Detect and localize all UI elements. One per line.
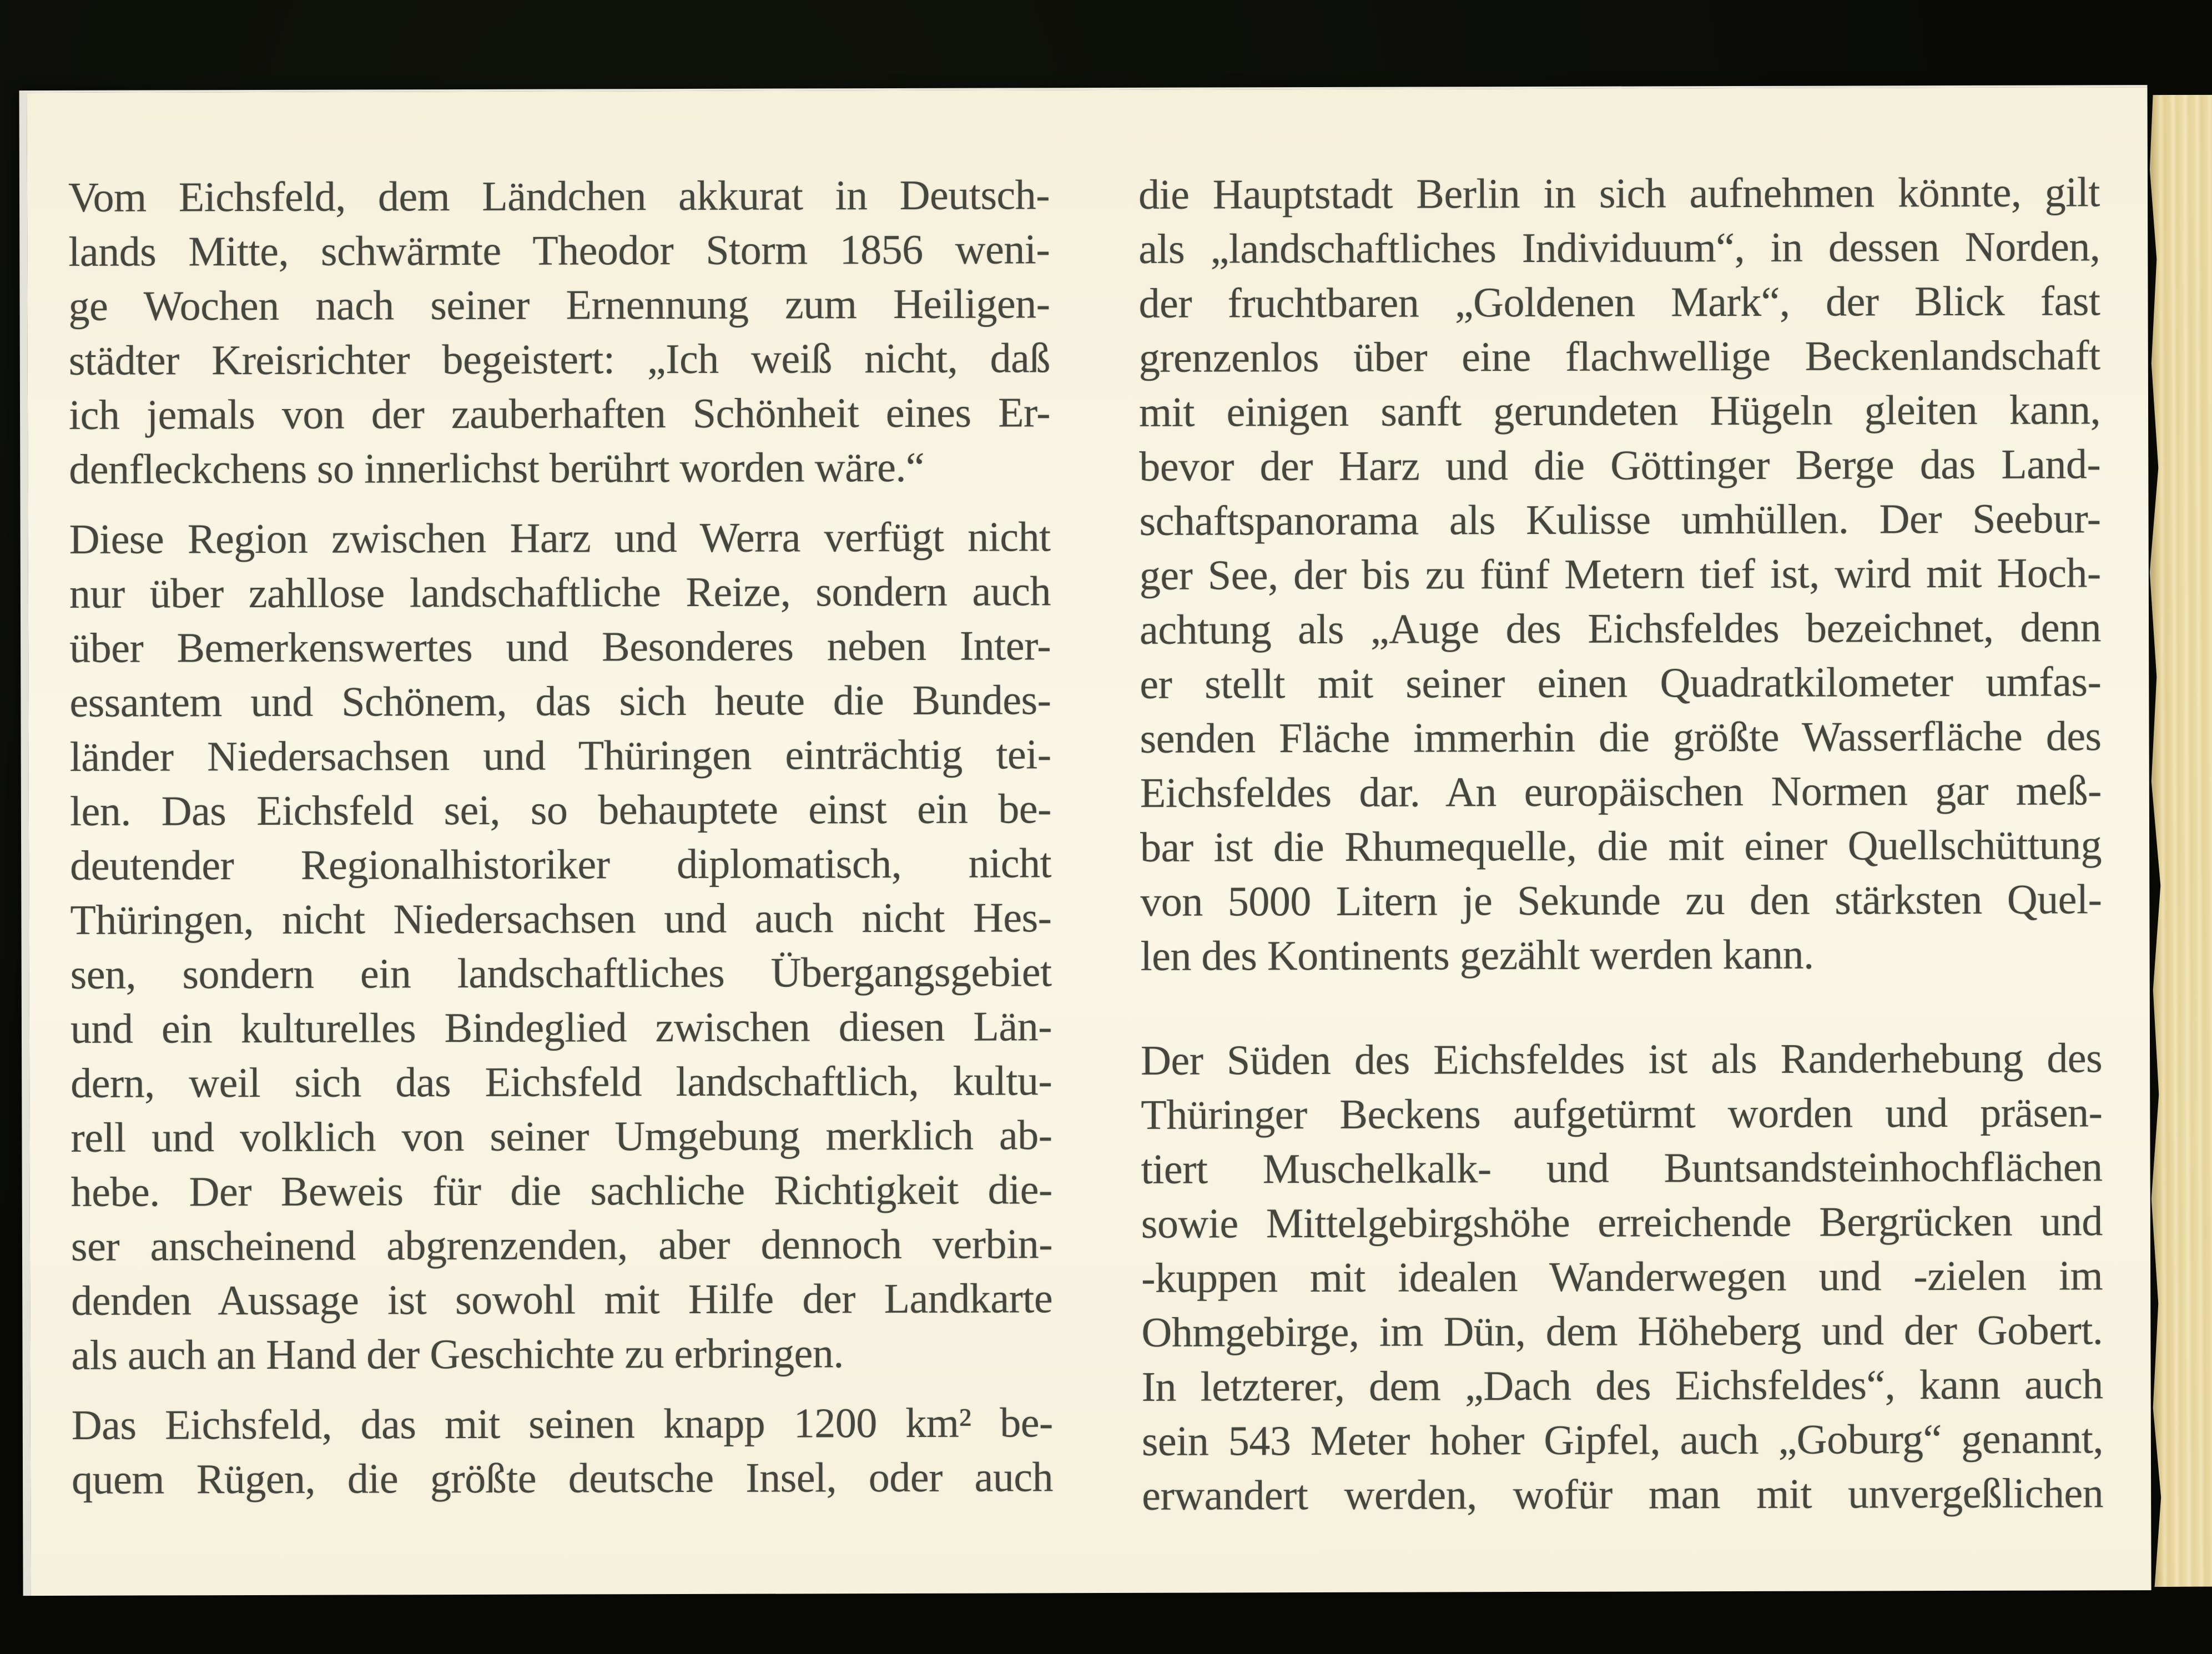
text-line: lands Mitte, schwärmte Theodor Storm 1856 weni- bbox=[68, 226, 1050, 275]
text-line: -kuppen mit idealen Wanderwegen und -zielen im bbox=[1141, 1252, 2103, 1302]
text-line: städter Kreisrichter begeistert: „Ich weiß nicht, daß bbox=[68, 335, 1050, 384]
text-line: Vom Eichsfeld, dem Ländchen akkurat in Deutsch- bbox=[68, 172, 1050, 221]
text-line: Ohmgebirge, im Dün, dem Höheberg und der Gobert. bbox=[1141, 1307, 2103, 1356]
text-line: über Bemerkenswertes und Besonderes neben Inter- bbox=[69, 622, 1051, 672]
paragraph bbox=[69, 510, 1053, 1383]
text-line: der fruchtbaren „Goldenen Mark“, der Blick fast bbox=[1138, 278, 2100, 327]
right-text-column bbox=[1138, 165, 2103, 1523]
text-line: Eichsfeldes dar. An europäischen Normen gar meß- bbox=[1140, 767, 2102, 816]
text-line: Thüringen, nicht Niedersachsen und auch nicht Hes- bbox=[70, 894, 1052, 944]
text-line: als „landschaftliches Individuum“, in dessen Norden, bbox=[1138, 223, 2100, 273]
text-line: und ein kulturelles Bindeglied zwischen diesen Län- bbox=[70, 1003, 1052, 1052]
text-line: tiert Muschelkalk- und Buntsandsteinhochflächen bbox=[1141, 1143, 2103, 1193]
text-line: deutender Regionalhistoriker diplomatisch, nicht bbox=[70, 840, 1052, 889]
text-line: hebe. Der Beweis für die sachliche Richtigkeit die- bbox=[70, 1166, 1052, 1216]
paragraph bbox=[68, 168, 1051, 497]
text-line: bar ist die Rhumequelle, die mit einer Quellschüttung bbox=[1140, 821, 2102, 871]
book-page bbox=[19, 85, 2151, 1596]
text-line: rell und volklich von seiner Umgebung merklich ab- bbox=[70, 1112, 1052, 1161]
paragraph bbox=[1141, 1031, 2103, 1523]
text-line: ge Wochen nach seiner Ernennung zum Heiligen- bbox=[68, 280, 1050, 330]
left-text-column bbox=[68, 168, 1053, 1507]
text-line: sein 543 Meter hoher Gipfel, auch „Goburg“ genannt, bbox=[1141, 1415, 2104, 1465]
text-line: Der Süden des Eichsfeldes ist als Randerhebung des bbox=[1140, 1035, 2103, 1084]
text-line: Diese Region zwischen Harz und Werra verfügt nicht bbox=[69, 513, 1051, 563]
text-line: len. Das Eichsfeld sei, so behauptete einst ein be- bbox=[69, 785, 1052, 835]
text-line: dern, weil sich das Eichsfeld landschaftlich, kultu- bbox=[70, 1057, 1052, 1107]
text-line: sowie Mittelgebirgshöhe erreichende Bergrücken und bbox=[1141, 1198, 2103, 1247]
text-line: achtung als „Auge des Eichsfeldes bezeichnet, denn bbox=[1139, 604, 2102, 653]
text-line: ich jemals von der zauberhaften Schönheit eines Er- bbox=[68, 389, 1051, 438]
text-line: schaftspanorama als Kulisse umhüllen. Der Seebur- bbox=[1139, 495, 2101, 544]
text-line: grenzenlos über eine flachwellige Beckenlandschaft bbox=[1138, 332, 2100, 381]
text-line: In letzterer, dem „Dach des Eichsfeldes“, kann auch bbox=[1141, 1361, 2103, 1410]
text-line: ger See, der bis zu fünf Metern tief ist, wird mit Hoch- bbox=[1139, 549, 2101, 599]
text-line: Thüringer Beckens aufgetürmt worden und präsen- bbox=[1141, 1089, 2103, 1138]
text-line: nur über zahllose landschaftliche Reize, sondern auch bbox=[69, 568, 1051, 617]
text-line: von 5000 Litern je Sekunde zu den stärksten Quel- bbox=[1140, 876, 2102, 925]
text-line: er stellt mit seiner einen Quadratkilometer umfas- bbox=[1140, 658, 2102, 708]
text-line: bevor der Harz und die Göttinger Berge das Land- bbox=[1139, 441, 2101, 490]
text-line: länder Niedersachsen und Thüringen einträchtig tei- bbox=[69, 731, 1051, 780]
text-line: essantem und Schönem, das sich heute die Bundes- bbox=[69, 677, 1051, 726]
text-line: ser anscheinend abgrenzenden, aber dennoch verbin- bbox=[70, 1221, 1053, 1270]
text-line: denden Aussage ist sowohl mit Hilfe der Landkarte bbox=[71, 1275, 1053, 1324]
text-line: denfleckchens so innerlichst berührt worden wäre.“ bbox=[69, 443, 925, 493]
text-line: als auch an Hand der Geschichte zu erbringen. bbox=[71, 1330, 844, 1379]
paragraph bbox=[1138, 165, 2102, 984]
adjacent-page-edge bbox=[2145, 95, 2212, 1587]
text-line: erwandert werden, wofür man mit unvergeßlichen bbox=[1142, 1470, 2104, 1519]
paragraph bbox=[72, 1395, 1054, 1507]
text-line: die Hauptstadt Berlin in sich aufnehmen könnte, gilt bbox=[1138, 169, 2100, 218]
text-line: mit einigen sanft gerundeten Hügeln gleiten kann, bbox=[1138, 386, 2101, 436]
text-line: len des Kontinents gezählt werden kann. bbox=[1140, 931, 1814, 980]
text-line: Das Eichsfeld, das mit seinen knapp 1200 km² be- bbox=[71, 1399, 1053, 1449]
text-line: quem Rügen, die größte deutsche Insel, oder auch bbox=[71, 1454, 1054, 1503]
text-line: senden Fläche immerhin die größte Wasserfläche des bbox=[1140, 713, 2102, 762]
text-line: sen, sondern ein landschaftliches Übergangsgebiet bbox=[70, 949, 1052, 998]
